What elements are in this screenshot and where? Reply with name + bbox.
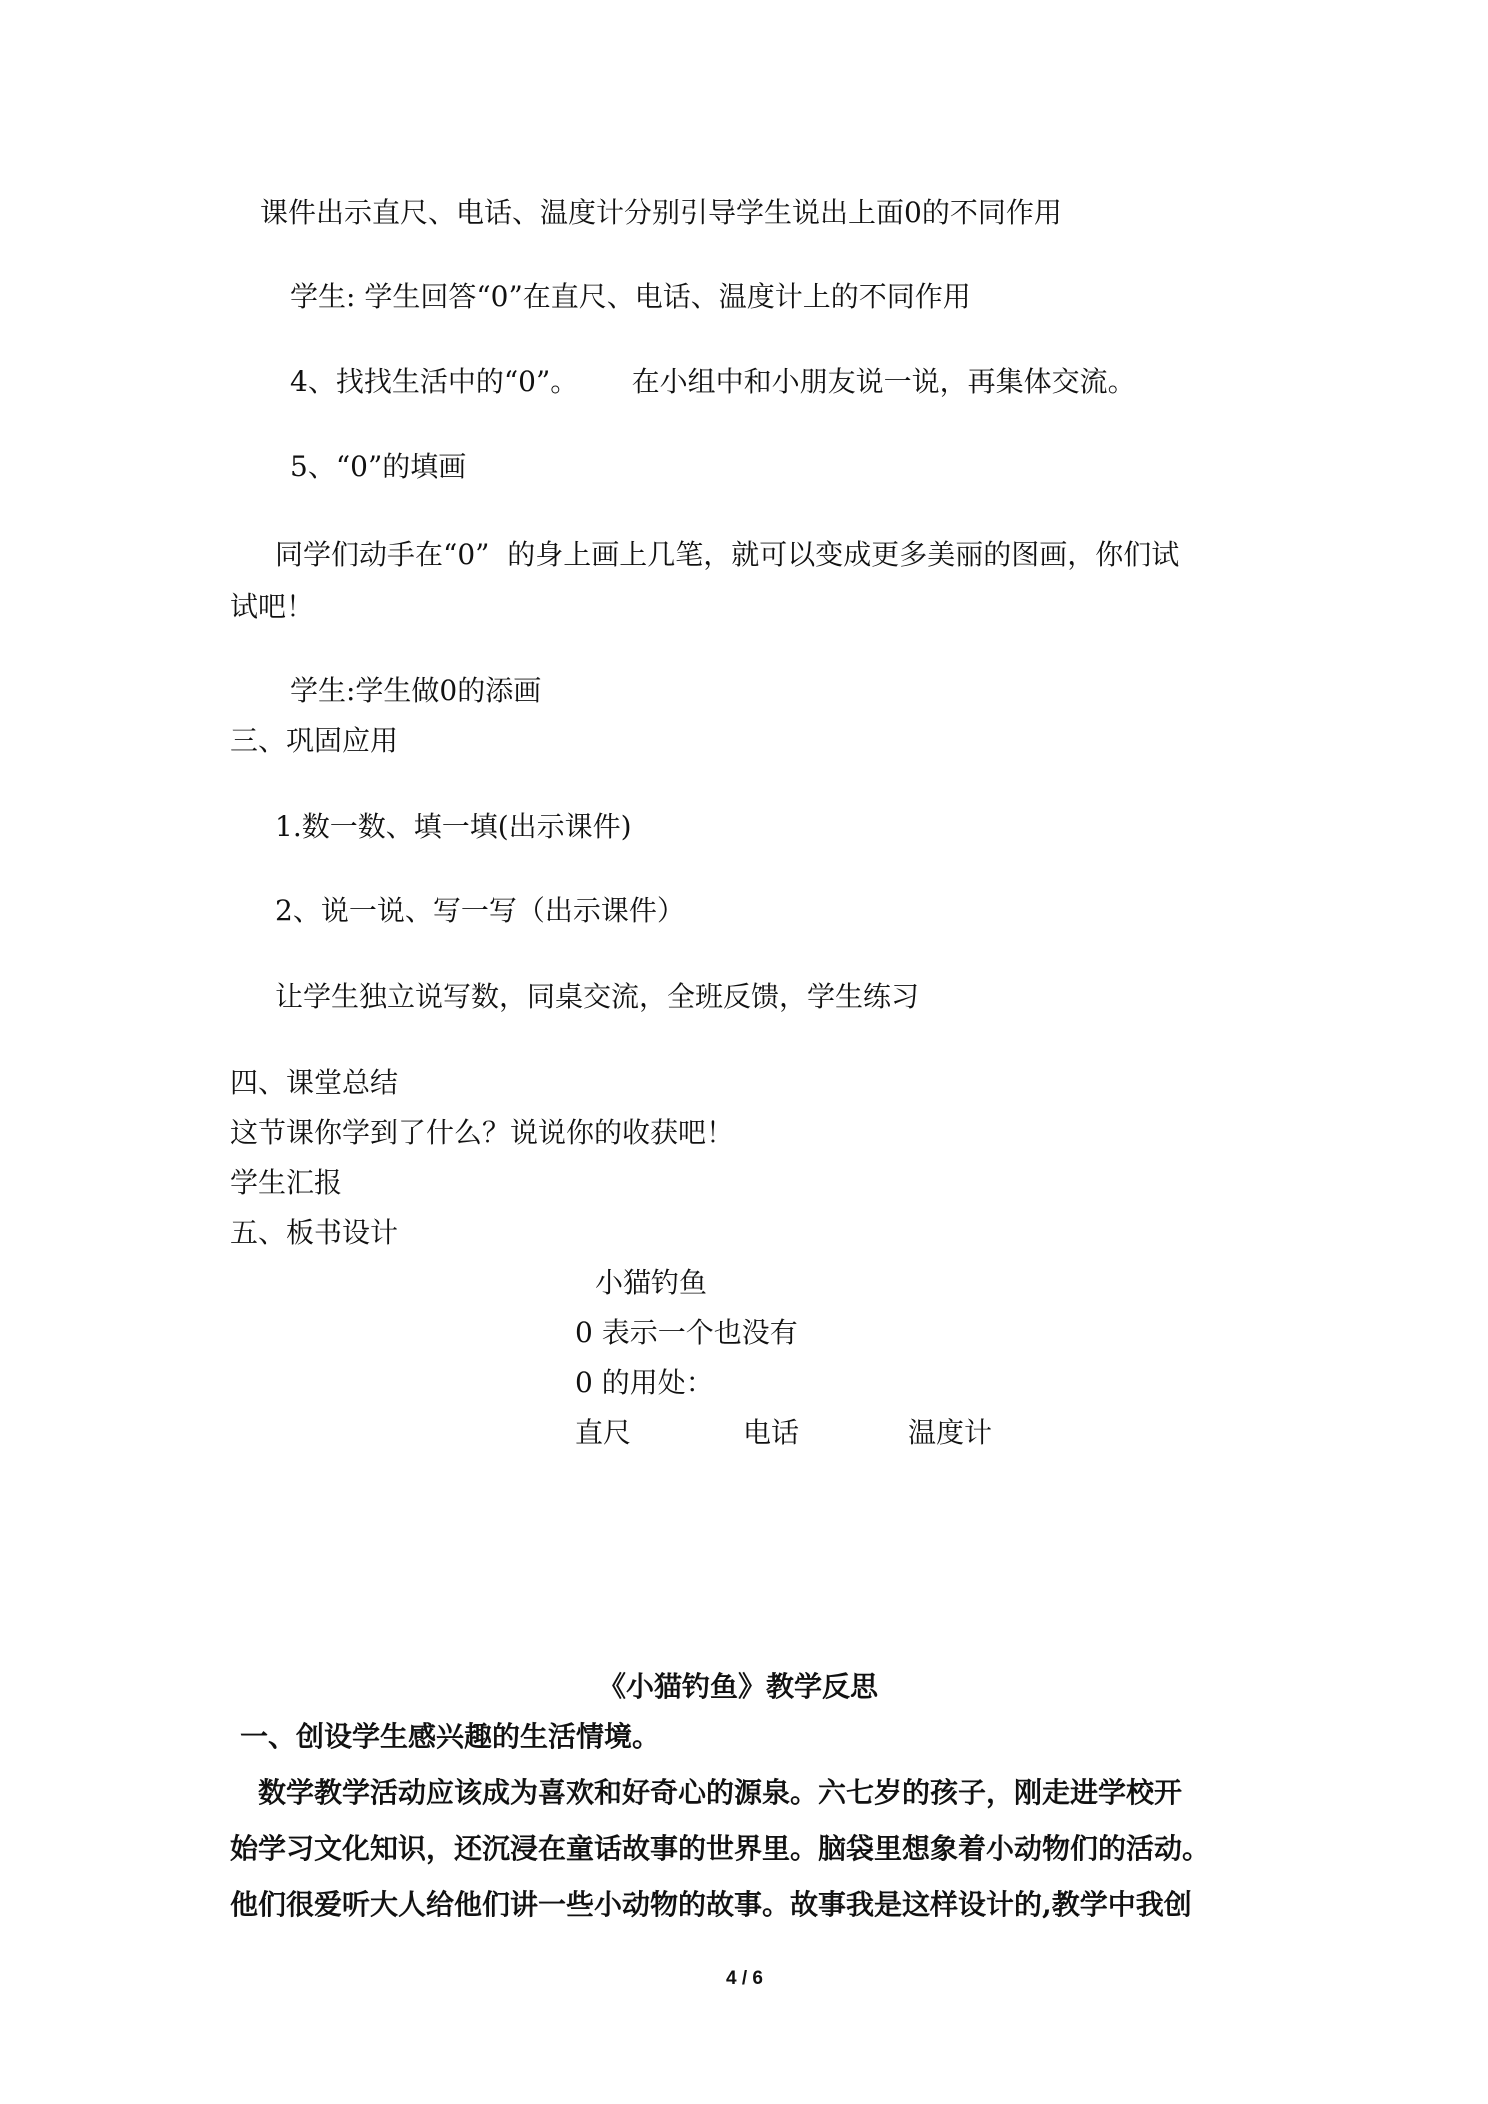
text-line: 让学生独立说写数，同桌交流，全班反馈，学生练习 [275, 980, 920, 1013]
board-line: 0 的用处： [575, 1366, 714, 1399]
paragraph-line: 数学教学活动应该成为喜欢和好奇心的源泉。六七岁的孩子，刚走进学校开 [258, 1776, 1183, 1809]
text-line: 学生:学生做0的添画 [290, 674, 542, 707]
text-line: 这节课你学到了什么？说说你的收获吧！ [230, 1116, 735, 1149]
section-heading: 五、板书设计 [230, 1216, 399, 1249]
reflection-title: 《小猫钓鱼》教学反思 [598, 1670, 879, 1703]
text-line: 学生: 学生回答“0”在直尺、电话、温度计上的不同作用 [290, 280, 971, 313]
text-line: 1.数一数、填一填(出示课件) [275, 810, 632, 843]
board-item: 电话 [743, 1416, 800, 1449]
text-line: 试吧！ [230, 590, 315, 623]
board-title: 小猫钓鱼 [595, 1266, 708, 1299]
text-line: 5、“0”的填画 [290, 450, 467, 483]
text-line: 4、找找生活中的“0”。 在小组中和小朋友说一说，再集体交流。 [290, 365, 1136, 398]
reflection-heading: 一、创设学生感兴趣的生活情境。 [240, 1720, 661, 1753]
text-line: 课件出示直尺、电话、温度计分别引导学生说出上面0的不同作用 [260, 196, 1062, 229]
board-item: 温度计 [908, 1416, 993, 1449]
section-heading: 四、课堂总结 [230, 1066, 399, 1099]
board-item: 直尺 [575, 1416, 632, 1449]
board-line: 0 表示一个也没有 [575, 1316, 798, 1349]
paragraph-line: 他们很爱听大人给他们讲一些小动物的故事。故事我是这样设计的,教学中我创 [230, 1888, 1192, 1921]
section-heading: 三、巩固应用 [230, 724, 399, 757]
paragraph-line: 始学习文化知识，还沉浸在童话故事的世界里。脑袋里想象着小动物们的活动。 [230, 1832, 1211, 1865]
text-line: 同学们动手在“0” 的身上画上几笔，就可以变成更多美丽的图画，你们试 [275, 538, 1180, 571]
page-number: 4 / 6 [726, 1968, 763, 1989]
text-line: 2、说一说、写一写（出示课件） [275, 894, 685, 927]
text-line: 学生汇报 [230, 1166, 343, 1199]
